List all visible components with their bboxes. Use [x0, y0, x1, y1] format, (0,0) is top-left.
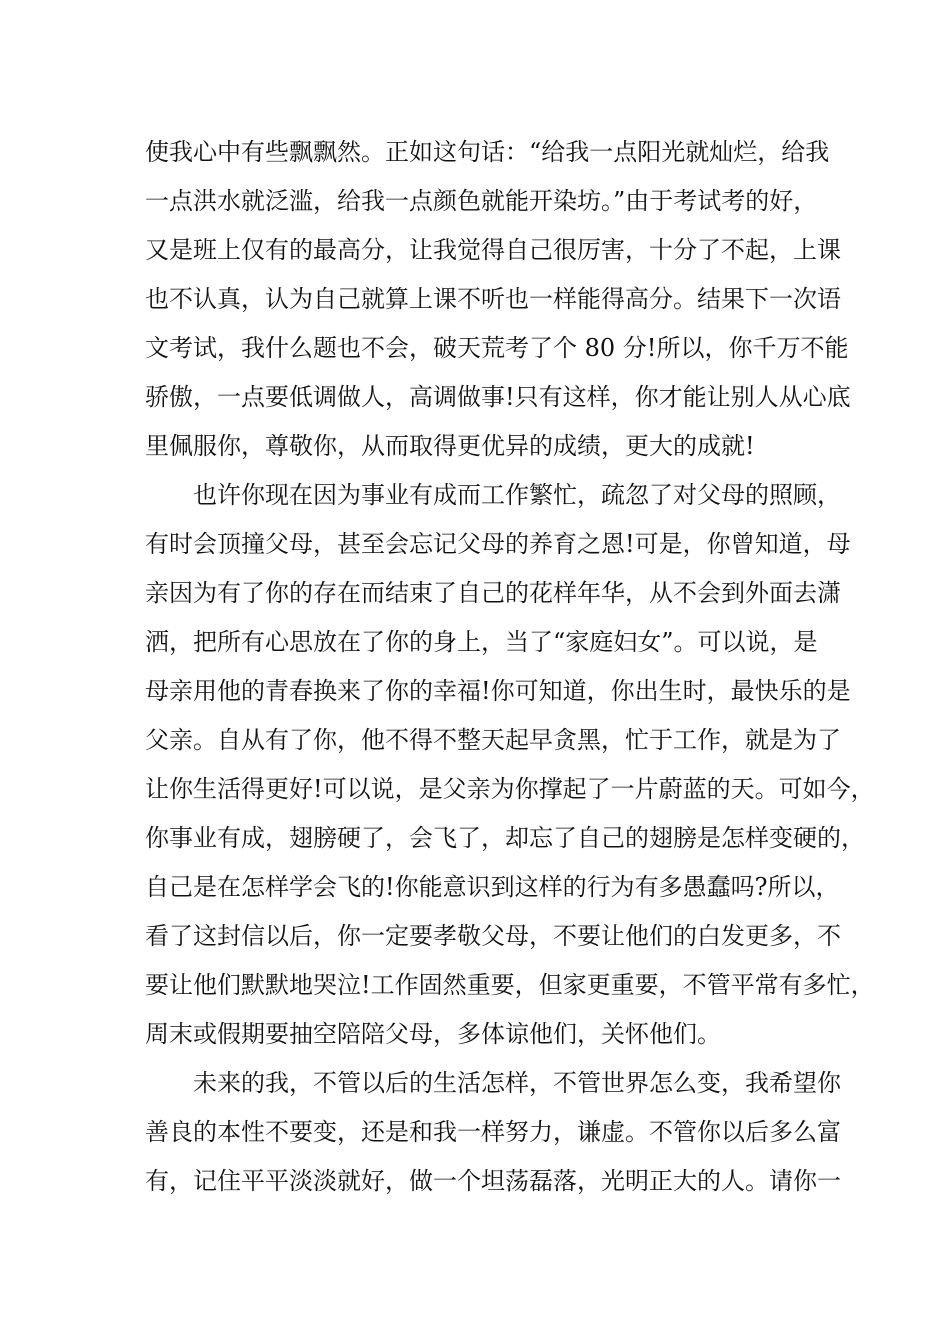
text-line: 要让他们默默地哭泣!工作固然重要，但家更重要，不管平常有多忙，: [145, 971, 875, 999]
text-line: 又是班上仅有的最高分，让我觉得自己很厉害，十分了不起，上课: [145, 236, 841, 264]
text-line: 洒，把所有心思放在了你的身上，当了“家庭妇女”。可以说，是: [145, 628, 818, 656]
text-line: 骄傲，一点要低调做人，高调做事!只有这样，你才能让别人从心底: [145, 383, 851, 411]
paragraph-1: [145, 128, 851, 471]
text-line: 也许你现在因为事业有成而工作繁忙，疏忽了对父母的照顾，: [193, 481, 841, 509]
text-line: 使我心中有些飘飘然。正如这句话：“给我一点阳光就灿烂，给我: [145, 138, 830, 166]
text-line: 也不认真，认为自己就算上课不听也一样能得高分。结果下一次语: [145, 285, 841, 313]
paragraph-3: [145, 1059, 841, 1206]
text-line: 有时会顶撞父母，甚至会忘记父母的养育之恩!可是，你曾知道，母: [145, 530, 851, 558]
text-line: 看了这封信以后，你一定要孝敬父母，不要让他们的白发更多，不: [145, 922, 841, 950]
text-line: 文考试，我什么题也不会，破天荒考了个 80 分!所以，你千万不能: [145, 334, 849, 362]
paragraph-2: [145, 471, 875, 1059]
document-body: [145, 128, 875, 1206]
text-line: 未来的我，不管以后的生活怎样，不管世界怎么变，我希望你: [193, 1069, 841, 1097]
text-line: 让你生活得更好!可以说，是父亲为你撑起了一片蔚蓝的天。可如今，: [145, 775, 875, 803]
text-line: 周末或假期要抽空陪陪父母，多体谅他们，关怀他们。: [145, 1020, 721, 1048]
text-line: 善良的本性不要变，还是和我一样努力，谦虚。不管你以后多么富: [145, 1118, 841, 1146]
text-line: 父亲。自从有了你，他不得不整天起早贪黑，忙于工作，就是为了: [145, 726, 841, 754]
text-line: 你事业有成，翅膀硬了，会飞了，却忘了自己的翅膀是怎样变硬的，: [145, 824, 865, 852]
text-line: 亲因为有了你的存在而结束了自己的花样年华，从不会到外面去潇: [145, 579, 841, 607]
text-line: 自己是在怎样学会飞的!你能意识到这样的行为有多愚蠢吗?所以，: [145, 873, 840, 901]
text-line: 一点洪水就泛滥，给我一点颜色就能开染坊。”由于考试考的好，: [145, 187, 818, 215]
text-line: 里佩服你，尊敬你，从而取得更优异的成绩，更大的成就!: [145, 432, 755, 460]
text-line: 母亲用他的青春换来了你的幸福!你可知道，你出生时，最快乐的是: [145, 677, 851, 705]
text-line: 有，记住平平淡淡就好，做一个坦荡磊落，光明正大的人。请你一: [145, 1167, 841, 1195]
